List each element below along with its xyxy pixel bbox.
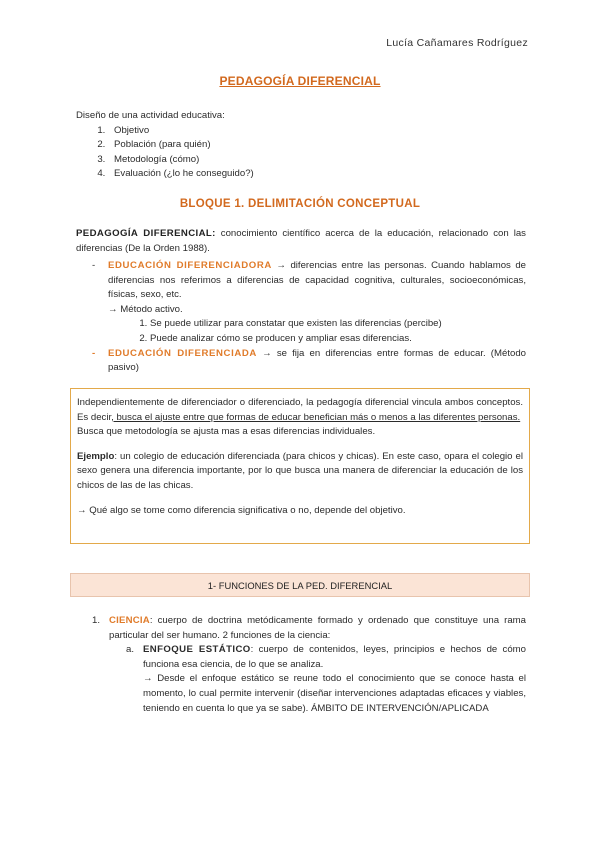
term-diferenciada: EDUCACIÓN DIFERENCIADA (108, 347, 257, 359)
example-text: : un colegio de educación diferenciada (para chicos y chicas). En este caso, opara el colegio el sexo genera una diferencia importante, por lo que busca una manera de diferenciar la educación de los chicos de las de las chicas. (77, 450, 523, 491)
term-ciencia: CIENCIA (109, 615, 150, 626)
method-note: → Método activo. (108, 303, 183, 315)
bullet-marker: - (92, 260, 96, 271)
item-text: → diferencias entre las personas. Cuando hablamos de diferencias nos referimos a diferencias de capacidad cognitiva, culturales, socioeconómicas, físicas, sexo, etc. (108, 260, 526, 301)
box-underlined-text: , busca el ajuste entre que formas de educar benefician más o menos a las diferentes personas. (111, 411, 521, 423)
box-conclusion: → Qué algo se tome como diferencia significativa o no, depende del objetivo. (77, 504, 406, 516)
item-text: → se fija en diferencias entre formas de educar. (Método pasivo) (108, 347, 526, 374)
list-item-diferenciada (92, 347, 526, 376)
document-title: PEDAGOGÍA DIFERENCIAL (219, 74, 381, 88)
term-enfoque-estatico: ENFOQUE ESTÁTICO (143, 644, 251, 656)
item-text: : cuerpo de doctrina metódicamente formado y ordenado que constituye una rama particular del ser humano. 2 funciones de la ciencia: (109, 615, 526, 641)
definition-text: conocimiento científico acerca de la educación, relacionado con las diferencias (De la Orden 1988). (76, 228, 526, 254)
list-item: 2. Población (para quién) (108, 138, 536, 153)
education-types-list (92, 259, 526, 376)
box-paragraph-2: Busca que metodología se ajusta mas a esas diferencias individuales. (77, 426, 376, 438)
definition-term: PEDAGOGÍA DIFERENCIAL: (76, 228, 216, 239)
list-item-diferenciadora (92, 259, 526, 347)
list-item-enfoque-estatico (126, 643, 526, 716)
list-item: 2. Puede analizar cómo se producen y ampliar esas diferencias. (150, 332, 526, 347)
example-label: Ejemplo (77, 450, 115, 462)
activity-steps-list (76, 124, 536, 182)
intro-section (76, 109, 536, 182)
list-item: 1. Se puede utilizar para constatar que existen las diferencias (percibe) (150, 317, 526, 332)
item-text: : cuerpo de contenidos, leyes, principios e hechos de cómo funciona esa ciencia, de lo que se analiza. (143, 644, 526, 670)
author-name: Lucía Cañamares Rodríguez (386, 37, 528, 49)
item-number: 1. (92, 615, 101, 626)
definition-paragraph (76, 227, 526, 256)
sublist-wrapper (108, 317, 526, 346)
method-points-list (124, 317, 526, 346)
item-letter: a. (126, 644, 135, 656)
box-paragraph-1 (77, 396, 523, 425)
intro-lead: Diseño de una actividad educativa: (76, 110, 225, 121)
functions-list (92, 614, 526, 716)
item-note: → Desde el enfoque estático se reune todo el conocimiento que se conoce hasta el momento, lo cual permite intervenir (diseñar intervenciones adaptadas eficaces y viables, teniendo en cuenta lo que ya se sabe). ÁMBITO DE INTERVENCIÓN/APLICADA (143, 673, 526, 714)
box-example (77, 450, 523, 494)
list-item: 1. Objetivo (108, 124, 536, 139)
block-1-title: BLOQUE 1. DELIMITACIÓN CONCEPTUAL (179, 198, 421, 210)
box-text: Independientemente de diferenciador o diferenciado, la pedagogía diferencial vincula ambos conceptos. Es decir (77, 397, 523, 423)
section-heading-band: 1- FUNCIONES DE LA PED. DIFERENCIAL (70, 573, 530, 597)
list-item-ciencia (92, 614, 526, 716)
bullet-marker: - (92, 347, 96, 359)
spacer (77, 440, 523, 450)
summary-box (70, 388, 530, 544)
spacer (77, 494, 523, 504)
list-item: 4. Evaluación (¿lo he conseguido?) (108, 167, 536, 182)
list-item: 3. Metodología (cómo) (108, 153, 536, 168)
term-diferenciadora: EDUCACIÓN DIFERENCIADORA (108, 260, 272, 271)
